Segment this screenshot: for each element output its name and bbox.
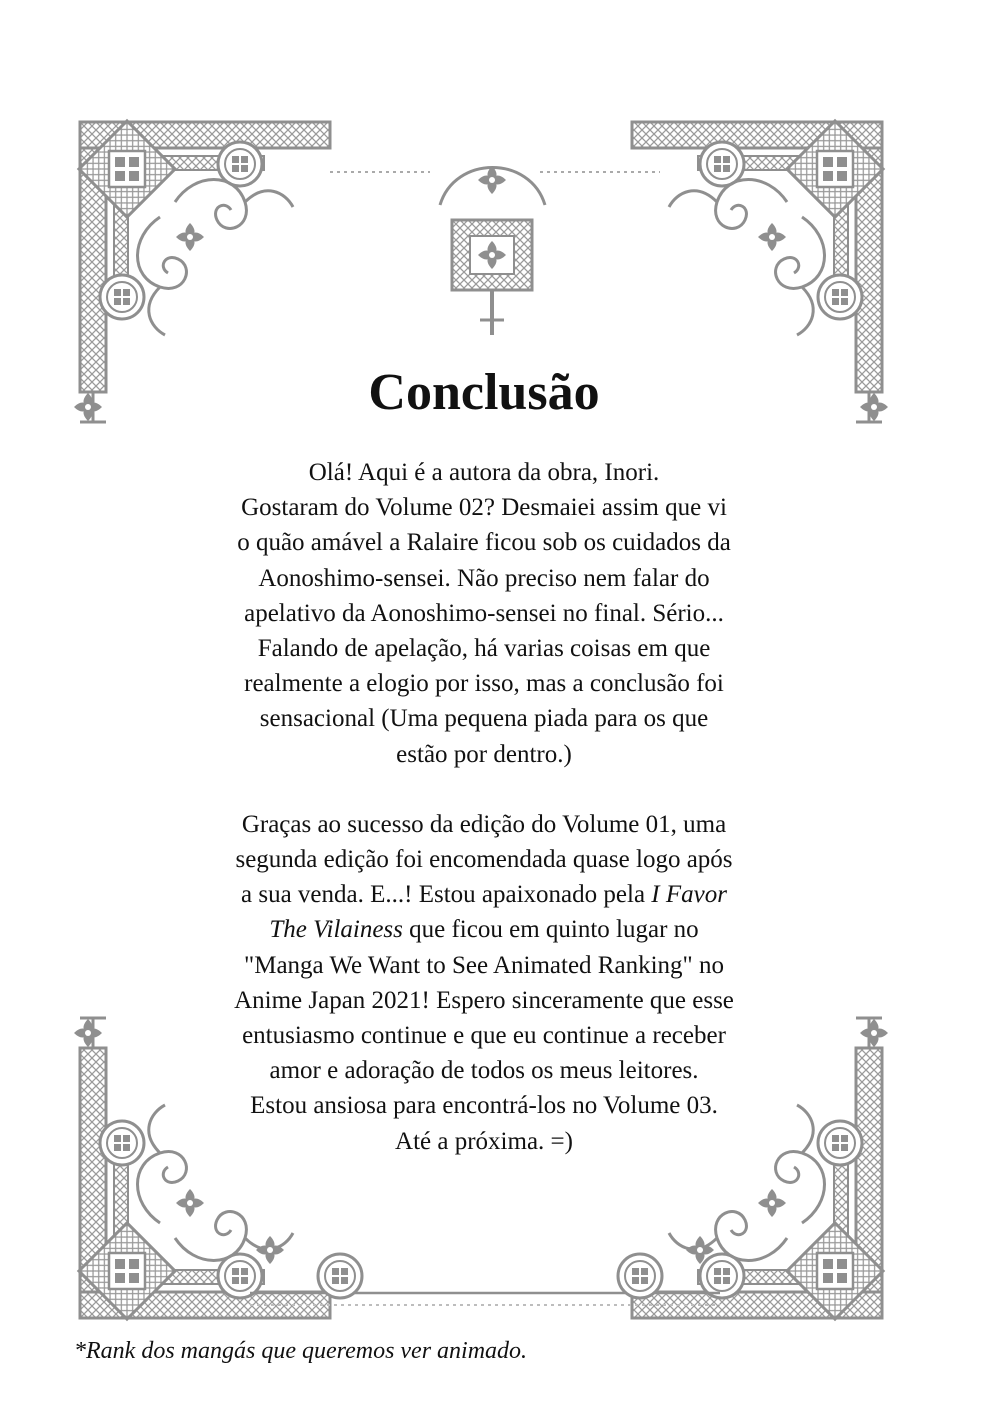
footnote: *Rank dos mangás que queremos ver animado.: [74, 1338, 528, 1364]
page-title: Conclusão: [368, 364, 600, 421]
text-line: o quão amável a Ralaire ficou sob os cuidados da: [237, 529, 731, 557]
text-segment: que ficou em quinto lugar no: [402, 916, 699, 944]
text-line: estão por dentro.): [396, 740, 572, 768]
text-line: amor e adoração de todos os meus leitores.: [269, 1057, 699, 1085]
text-line: Aonoshimo-sensei. Não preciso nem falar do: [258, 564, 710, 592]
text-line: sensacional (Uma pequena piada para os que: [259, 705, 709, 733]
work-title: The Vilainess: [269, 916, 403, 944]
text-line: realmente a elogio por isso, mas a conclusão foi: [244, 670, 724, 698]
body-text: [150, 455, 818, 1159]
text-segment: a sua venda. E...! Estou apaixonado pela: [241, 881, 652, 909]
text-line: Graças ao sucesso da edição do Volume 01, uma: [241, 810, 727, 838]
text-line: Olá! Aqui é a autora da obra, Inori.: [308, 459, 660, 486]
text-line: Gostaram do Volume 02? Desmaiei assim que vi: [241, 494, 727, 522]
text-line: apelativo da Aonoshimo-sensei no final. Sério...: [244, 599, 724, 627]
text-line: entusiasmo continue e que eu continue a receber: [242, 1022, 726, 1050]
text-line: segunda edição foi encomendada quase logo após: [235, 846, 733, 874]
text-line: "Manga We Want to See Animated Ranking" no: [244, 951, 724, 979]
text-line: Estou ansiosa para encontrá-los no Volume 03.: [250, 1092, 718, 1120]
work-title: I Favor: [651, 881, 727, 909]
paragraph-2: [150, 807, 818, 1159]
text-line: [150, 877, 818, 912]
text-line: [150, 912, 818, 947]
text-line: Falando de apelação, há varias coisas em que: [257, 635, 711, 663]
paragraph-1: [150, 455, 818, 772]
text-line: Até a próxima. =): [395, 1127, 573, 1155]
text-line: Anime Japan 2021! Espero sinceramente que esse: [234, 986, 734, 1014]
